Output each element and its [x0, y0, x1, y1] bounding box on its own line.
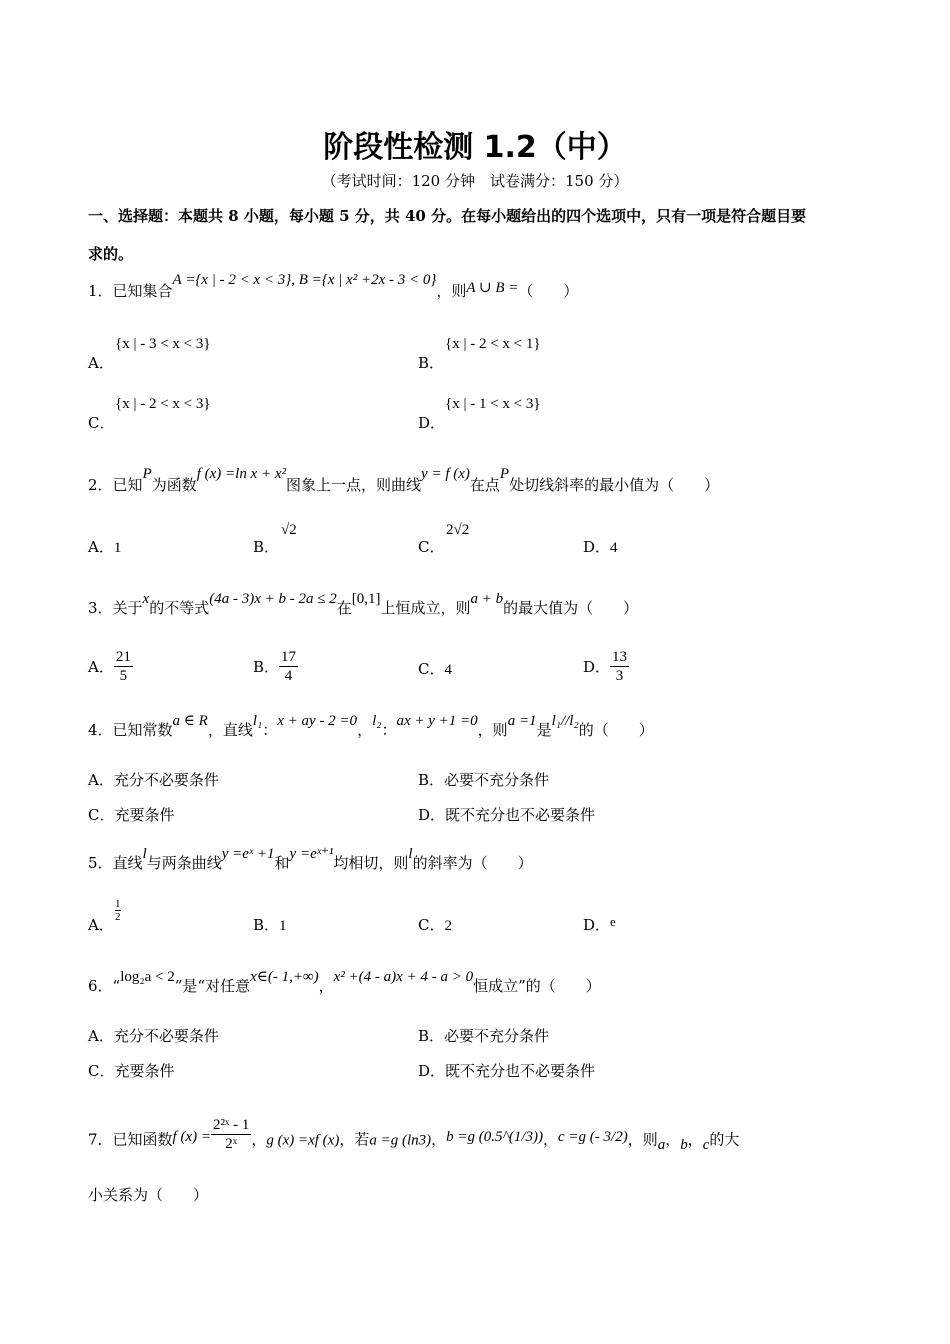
q5-curve-2: y =eˣ⁺¹: [289, 846, 334, 862]
q1-union-expr: A ∪ B =: [466, 280, 519, 296]
q2-point-p: P: [142, 466, 152, 482]
question-4: 4．已知常数a ∈ R，直线l₁：x + ay - 2 =0，l₂：ax + y +1 =0，则a =1是l₁//l₂的（ ）: [88, 713, 654, 739]
q3-option-c[interactable]: C．4: [418, 660, 452, 678]
q1-option-c[interactable]: C．: [88, 414, 115, 432]
q1-option-b-value: {x | - 2 < x < 1}: [445, 336, 541, 352]
q1-stem: 1．已知集合: [88, 282, 173, 300]
q6-condition: log₂a < 2: [120, 969, 175, 985]
q5-option-d[interactable]: D．e: [583, 914, 616, 934]
question-6: 6．“log₂a < 2”是“对任意x∈(- 1,+∞)，x² +(4 - a)x + 4 - a > 0恒成立”的（ ）: [88, 969, 601, 995]
q3-option-d[interactable]: D． $\frac{13}{3}$: [583, 649, 628, 684]
q4-option-c[interactable]: C．充要条件: [88, 806, 175, 824]
question-5: 5．直线l与两条曲线y =eˣ +1和y =eˣ⁺¹均相切，则l的斜率为（ ）: [88, 846, 533, 872]
q1-set-definitions: A ={x | - 2 < x < 3}, B ={x | x² +2x - 3 < 0}: [172, 272, 437, 288]
q5-option-a-value: 1 2: [115, 898, 121, 923]
question-7: 7．已知函数f (x) = $\frac{\text{2²ˣ - 1}}{\text{2ˣ}}$ ，g (x) =xf (x)，若a =g (ln3)，b =g (0.5^(1/3))，c =g (- 3/2)，则a，b，c的大: [88, 1117, 740, 1153]
page-title: 阶段性检测 1.2（中）: [323, 130, 627, 165]
q3-option-b[interactable]: B． $\frac{17}{4}$: [253, 649, 297, 684]
section-heading-line1: 一、选择题：本题共 8 小题，每小题 5 分，共 40 分。在每小题给出的四个选项中，只有一项是符合题目要: [88, 207, 807, 225]
q1-stem-b: ，则: [436, 282, 467, 300]
q1-option-c-value: {x | - 2 < x < 3}: [115, 396, 211, 412]
q1-option-a-value: {x | - 3 < x < 3}: [115, 336, 211, 352]
q6-option-c[interactable]: C．充要条件: [88, 1062, 175, 1080]
exam-info: （考试时间：120 分钟 试卷满分：150 分）: [321, 172, 629, 190]
q2-option-c[interactable]: C．: [418, 538, 445, 556]
q2-function: f (x) =ln x + x²: [196, 466, 287, 482]
q4-option-d[interactable]: D．既不充分也不必要条件: [418, 806, 596, 824]
q1-option-a[interactable]: A．: [88, 354, 114, 372]
q7-c-def: c =g (- 3/2): [558, 1128, 628, 1145]
q4-option-a[interactable]: A．充分不必要条件: [88, 771, 219, 789]
q7-fraction: $\frac{\text{2²ˣ - 1}}{\text{2ˣ}}$: [212, 1117, 250, 1152]
question-2: 2．已知P为函数f (x) =ln x + x²图象上一点，则曲线y = f (x)在点P处切线斜率的最小值为（ ）: [88, 466, 720, 494]
q6-option-b[interactable]: B．必要不充分条件: [418, 1027, 550, 1045]
q6-option-a[interactable]: A．充分不必要条件: [88, 1027, 219, 1045]
question-1: [88, 272, 579, 301]
section-heading-line2: 求的。: [88, 245, 134, 263]
q2-option-b[interactable]: B．: [253, 538, 280, 556]
question-3: 3．关于x的不等式(4a - 3)x + b - 2a ≤ 2在[0,1]上恒成立，则a + b的最大值为（ ）: [88, 591, 639, 617]
q7-b-def: b =g (0.5^(1/3)): [446, 1128, 543, 1145]
q1-option-b[interactable]: B．: [418, 354, 445, 372]
q4-line1-equation: x + ay - 2 =0: [277, 713, 358, 729]
q5-option-a[interactable]: A．: [88, 916, 114, 934]
q5-option-b[interactable]: B．1: [253, 916, 287, 934]
q4-option-b[interactable]: B．必要不充分条件: [418, 771, 550, 789]
q3-inequality: (4a - 3)x + b - 2a ≤ 2: [209, 591, 337, 607]
q1-option-d-value: {x | - 1 < x < 3}: [445, 396, 541, 412]
q4-line2-equation: ax + y +1 =0: [396, 713, 478, 729]
q6-option-d[interactable]: D．既不充分也不必要条件: [418, 1062, 596, 1080]
q7-a-def: a =g (ln3): [369, 1132, 432, 1149]
q2-option-c-value: 2√2: [446, 522, 470, 538]
q2-option-d[interactable]: D．4: [583, 538, 618, 556]
q3-interval: [0,1]: [351, 591, 381, 607]
q2-option-a[interactable]: A．1: [88, 538, 122, 556]
q7-g-def: g (x) =xf (x): [266, 1132, 340, 1149]
q2-curve: y = f (x): [421, 466, 470, 482]
q1-blank: （ ）: [518, 282, 579, 300]
q7-stem-line2: 小关系为（ ）: [88, 1186, 209, 1204]
q5-option-c[interactable]: C．2: [418, 916, 452, 934]
q1-option-d[interactable]: D．: [418, 414, 446, 432]
q3-option-a[interactable]: A． $\frac{21}{5}$: [88, 649, 131, 684]
q6-quadratic: x² +(4 - a)x + 4 - a > 0: [333, 969, 474, 985]
q2-option-b-value: √2: [281, 522, 297, 538]
q5-curve-1: y =eˣ +1: [221, 846, 275, 862]
